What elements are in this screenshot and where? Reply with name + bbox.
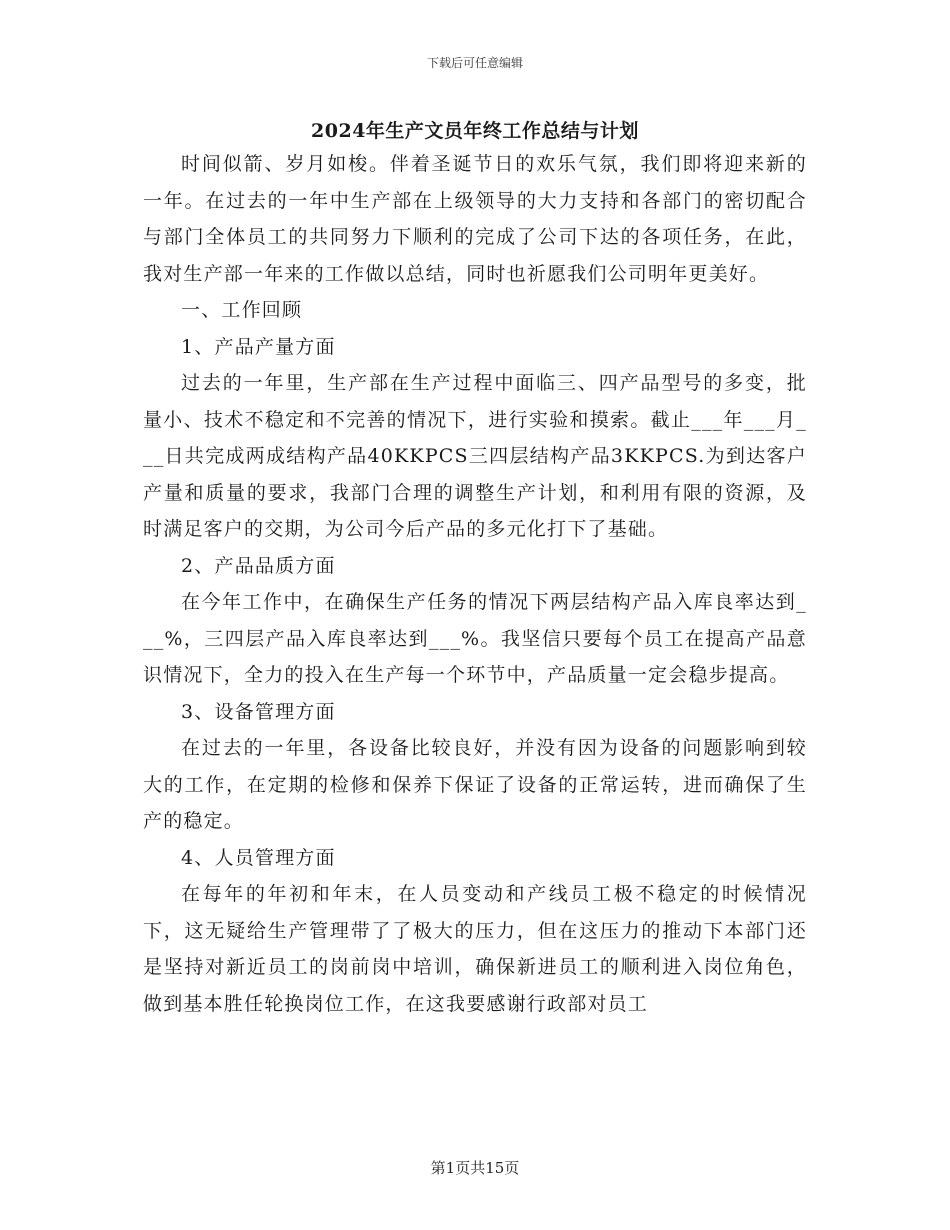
paragraph-intro: 时间似箭、岁月如梭。伴着圣诞节日的欢乐气氛，我们即将迎来新的一年。在过去的一年中生产部在上级领导的大力支持和各部门的密切配合与部门全体员工的共同努力下顺利的完成了公司下达的各项任务，在此，我对生产部一年来的工作做以总结，同时也祈愿我们公司明年更美好。 [143,153,807,285]
subheading-personnel-management: 4、人员管理方面 [181,846,336,869]
paragraph-equipment-management: 在过去的一年里，各设备比较良好，并没有因为设备的问题影响到较大的工作，在定期的检修和保养下保证了设备的正常运转，进而确保了生产的稳定。 [143,737,807,832]
paragraph-product-quality: 在今年工作中，在确保生产任务的情况下两层结构产品入库良率达到___%，三四层产品入库良率达到___%。我坚信只要每个员工在提高产品意识情况下，全力的投入在生产每一个环节中，产品质量一定会稳步提高。 [143,591,807,686]
section-heading-work-review: 一、工作回顾 [181,299,303,321]
subheading-product-output: 1、产品产量方面 [181,335,336,358]
document-title: 2024年生产文员年终工作总结与计划 [311,120,639,142]
page-number: 第1页共15页 [430,1159,520,1177]
paragraph-personnel-management: 在每年的年初和年末，在人员变动和产线员工极不稳定的时候情况下，这无疑给生产管理带了了极大的压力，但在这压力的推动下本部门还是坚持对新近员工的岗前岗中培训，确保新进员工的顺利进入岗位角色，做到基本胜任轮换岗位工作，在这我要感谢行政部对员工 [143,883,807,1015]
subheading-product-quality: 2、产品品质方面 [181,554,336,577]
document-body [143,146,807,1022]
page-header-note: 下载后可任意编辑 [426,56,523,70]
paragraph-product-output: 过去的一年里，生产部在生产过程中面临三、四产品型号的多变，批量小、技术不稳定和不完善的情况下，进行实验和摸索。截止___年___月___日共完成两成结构产品40KKPCS三四层结构产品3KKPCS.为到达客户产量和质量的要求，我部门合理的调整生产计划，和利用有限的资源，及时满足客户的交期，为公司今后产品的多元化打下了基础。 [143,372,807,540]
subheading-equipment-management: 3、设备管理方面 [181,700,336,723]
